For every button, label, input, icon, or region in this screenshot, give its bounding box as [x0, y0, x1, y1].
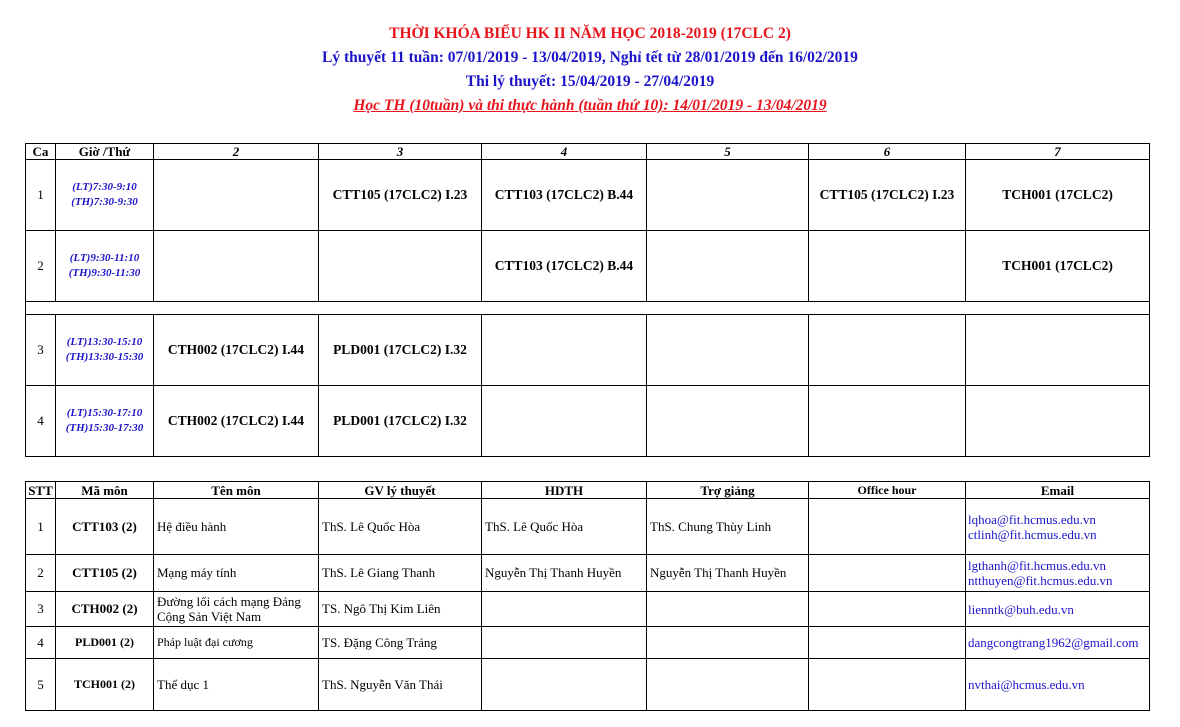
course-office-hour [809, 592, 966, 627]
lt-time: (LT)15:30-17:10 [66, 407, 143, 419]
course-row [26, 592, 1150, 627]
ca-number: 4 [26, 386, 56, 457]
course-email [966, 499, 1150, 555]
course-office-hour [809, 659, 966, 711]
col-header-day: 6 [809, 144, 966, 160]
schedule-table [25, 143, 1150, 457]
course-lecturer: ThS. Lê Quốc Hòa [319, 499, 482, 555]
schedule-row [26, 315, 1150, 386]
course-row [26, 555, 1150, 592]
document-title: THỜI KHÓA BIỂU HK II NĂM HỌC 2018-2019 (17CLC 2) [389, 25, 791, 42]
lunch-break-row [26, 302, 1150, 315]
lt-time: (LT)13:30-15:10 [66, 336, 143, 348]
class-cell [647, 386, 809, 457]
class-cell: TCH001 (17CLC2) [966, 231, 1150, 302]
course-lecturer: TS. Ngô Thị Kim Liên [319, 592, 482, 627]
col-header-name: Tên môn [154, 482, 319, 499]
email-link[interactable]: ctlinh@fit.hcmus.edu.vn [968, 526, 1097, 542]
course-stt: 4 [26, 627, 56, 659]
ca-number: 3 [26, 315, 56, 386]
course-hdth [482, 659, 647, 711]
course-office-hour [809, 555, 966, 592]
course-lecturer: TS. Đặng Công Tráng [319, 627, 482, 659]
col-header-stt: STT [26, 482, 56, 499]
schedule-row [26, 160, 1150, 231]
col-header-day: 7 [966, 144, 1150, 160]
course-lecturer: ThS. Nguyễn Văn Thái [319, 659, 482, 711]
class-cell [809, 315, 966, 386]
class-cell [154, 160, 319, 231]
class-cell [319, 231, 482, 302]
email-link[interactable]: nvthai@hcmus.edu.vn [968, 677, 1085, 692]
ca-number: 2 [26, 231, 56, 302]
th-time: (TH)9:30-11:30 [68, 267, 141, 279]
course-name: Hệ điều hành [154, 499, 319, 555]
course-ta [647, 627, 809, 659]
course-ta [647, 592, 809, 627]
class-cell: CTT103 (17CLC2) B.44 [482, 231, 647, 302]
col-header-day: 5 [647, 144, 809, 160]
class-cell: TCH001 (17CLC2) [966, 160, 1150, 231]
email-link[interactable]: lgthanh@fit.hcmus.edu.vn [968, 558, 1106, 573]
course-code: CTH002 (2) [56, 592, 154, 627]
class-cell: PLD001 (17CLC2) I.32 [319, 386, 482, 457]
course-row [26, 499, 1150, 555]
col-header-time: Giờ /Thứ [56, 144, 154, 160]
class-cell: CTT105 (17CLC2) I.23 [319, 160, 482, 231]
email-link[interactable]: lqhoa@fit.hcmus.edu.vn [968, 511, 1096, 527]
th-time: (TH)7:30-9:30 [71, 196, 138, 208]
course-hdth [482, 592, 647, 627]
class-cell [809, 386, 966, 457]
class-cell [809, 231, 966, 302]
practice-period: Học TH (10tuần) và thi thực hành (tuần thứ 10): 14/01/2019 - 13/04/2019 [353, 97, 827, 114]
schedule-header-row [26, 144, 1150, 160]
gap-cell [56, 302, 154, 315]
col-header-email: Email [966, 482, 1150, 499]
course-email [966, 659, 1150, 711]
course-lecturer: ThS. Lê Giang Thanh [319, 555, 482, 592]
col-header-hdth: HDTH [482, 482, 647, 499]
class-cell [154, 231, 319, 302]
course-office-hour [809, 627, 966, 659]
course-code: TCH001 (2) [56, 659, 154, 711]
course-office-hour [809, 499, 966, 555]
course-name: Thể dục 1 [154, 659, 319, 711]
course-hdth [482, 627, 647, 659]
course-stt: 5 [26, 659, 56, 711]
course-stt: 2 [26, 555, 56, 592]
th-time: (TH)15:30-17:30 [65, 422, 144, 434]
col-header-day: 3 [319, 144, 482, 160]
class-cell: PLD001 (17CLC2) I.32 [319, 315, 482, 386]
time-cell [56, 231, 154, 302]
course-email [966, 627, 1150, 659]
th-time: (TH)13:30-15:30 [65, 351, 144, 363]
lt-time: (LT)7:30-9:10 [72, 181, 137, 193]
course-hdth: ThS. Lê Quốc Hòa [482, 499, 647, 555]
schedule-row [26, 386, 1150, 457]
course-header-row [26, 482, 1150, 499]
schedule-row [26, 231, 1150, 302]
class-cell [482, 386, 647, 457]
course-name: Pháp luật đại cương [154, 627, 319, 659]
course-ta: ThS. Chung Thùy Linh [647, 499, 809, 555]
course-email [966, 555, 1150, 592]
lt-time: (LT)9:30-11:10 [69, 252, 140, 264]
col-header-ca: Ca [26, 144, 56, 160]
course-code: PLD001 (2) [56, 627, 154, 659]
course-stt: 3 [26, 592, 56, 627]
col-header-lecturer: GV lý thuyết [319, 482, 482, 499]
class-cell [482, 315, 647, 386]
theory-exam-period: Thi lý thuyết: 15/04/2019 - 27/04/2019 [465, 73, 715, 90]
col-header-office-hour: Office hour [809, 482, 966, 499]
course-ta [647, 659, 809, 711]
class-cell: CTH002 (17CLC2) I.44 [154, 315, 319, 386]
course-code: CTT103 (2) [56, 499, 154, 555]
time-cell [56, 160, 154, 231]
class-cell: CTT105 (17CLC2) I.23 [809, 160, 966, 231]
ca-number: 1 [26, 160, 56, 231]
course-row [26, 627, 1150, 659]
gap-cell [154, 302, 1150, 315]
col-header-ta: Trợ giảng [647, 482, 809, 499]
class-cell [966, 315, 1150, 386]
document-header [0, 22, 1180, 118]
class-cell [966, 386, 1150, 457]
class-cell [647, 160, 809, 231]
course-ta: Nguyễn Thị Thanh Huyền [647, 555, 809, 592]
col-header-day: 4 [482, 144, 647, 160]
col-header-code: Mã môn [56, 482, 154, 499]
email-link[interactable]: lienntk@buh.edu.vn [968, 601, 1074, 617]
class-cell [647, 315, 809, 386]
course-row [26, 659, 1150, 711]
time-cell [56, 315, 154, 386]
course-info-table [25, 481, 1150, 711]
email-link[interactable]: dangcongtrang1962@gmail.com [968, 635, 1139, 650]
class-cell [647, 231, 809, 302]
course-name: Đường lối cách mạng Đảng Cộng Sản Việt Nam [154, 592, 319, 627]
course-email [966, 592, 1150, 627]
email-link[interactable]: ntthuyen@fit.hcmus.edu.vn [968, 573, 1113, 588]
class-cell: CTT103 (17CLC2) B.44 [482, 160, 647, 231]
course-stt: 1 [26, 499, 56, 555]
course-hdth: Nguyễn Thị Thanh Huyền [482, 555, 647, 592]
course-name: Mạng máy tính [154, 555, 319, 592]
theory-period: Lý thuyết 11 tuần: 07/01/2019 - 13/04/2019, Nghỉ tết từ 28/01/2019 đến 16/02/2019 [322, 49, 858, 66]
gap-cell [26, 302, 56, 315]
class-cell: CTH002 (17CLC2) I.44 [154, 386, 319, 457]
col-header-day: 2 [154, 144, 319, 160]
time-cell [56, 386, 154, 457]
course-code: CTT105 (2) [56, 555, 154, 592]
